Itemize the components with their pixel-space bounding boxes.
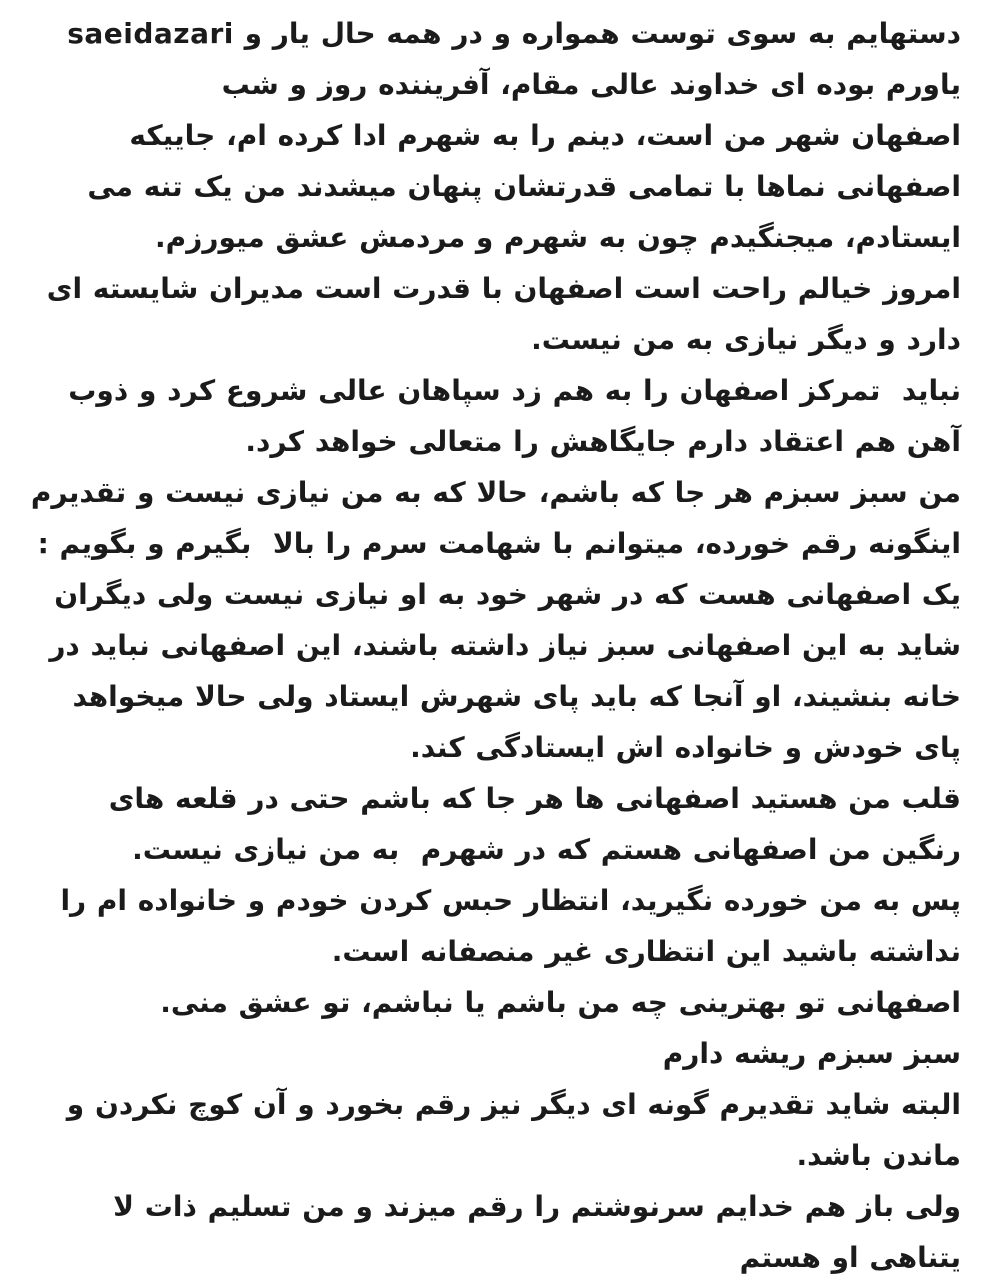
caption-paragraph: اصفهان شهر من است، دینم را به شهرم ادا کرده ام، جاییکه اصفهانی نماها با تمامی قدرتشان پنهان میشدند من یک تنه می ایستادم، میجنگیدم چون به شهرم و مردمش عشق میورزم. bbox=[76, 119, 961, 254]
caption-paragraph: قلب من هستید اصفهانی ها هر جا که باشم حتی در قلعه های رنگین من اصفهانی هستم که در شهرم به من نیازی نیست. bbox=[97, 782, 961, 866]
caption-paragraph: ولی باز هم خدایم سرنوشتم را رقم میزند و من تسلیم ذات لا یتناهی او هستم bbox=[102, 1190, 961, 1274]
caption-paragraph: نباید تمرکز اصفهان را به هم زد سپاهان عالی شروع کرد و ذوب آهن هم اعتقاد دارم جایگاهش را متعالی خواهد کرد. bbox=[57, 374, 961, 458]
caption-paragraph: اصفهانی تو بهترینی چه من باشم یا نباشم، تو عشق منی. bbox=[160, 986, 961, 1019]
username[interactable]: saeidazari bbox=[67, 17, 234, 50]
caption-paragraph: امروز خیالم راحت است اصفهان با قدرت است مدیران شایسته ای دارد و دیگر نیازی به من نیست. bbox=[36, 272, 961, 356]
caption-paragraph-lead bbox=[26, 8, 972, 110]
caption-paragraph: پس به من خورده نگیرید، انتظار حبس کردن خودم و خانواده ام را نداشته باشید این انتظاری غیر منصفانه است. bbox=[49, 884, 961, 968]
caption-paragraph: البته شاید تقدیرم گونه ای دیگر نیز رقم بخورد و آن کوچ نکردن و ماندن باشد. bbox=[56, 1088, 961, 1172]
caption-paragraph: من سبز سبزم هر جا که باشم، حالا که به من نیازی نیست و تقدیرم اینگونه رقم خورده، میتوانم با شهامت سرم را بالا بگیرم و بگویم : bbox=[20, 476, 961, 560]
caption-lead-text: دستهایم به سوی توست همواره و در همه حال یار و یاورم بوده ای خداوند عالی مقام، آفریننده روز و شب bbox=[221, 17, 972, 101]
caption-paragraph: سبز سبزم ریشه دارم bbox=[662, 1037, 961, 1070]
caption-paragraph: یک اصفهانی هست که در شهر خود به او نیازی نیست ولی دیگران شاید به این اصفهانی سبز نیاز داشته باشند، این اصفهانی نباید در خانه بنشیند، او آنجا که باید پای شهرش ایستاد ولی حالا میخواهد پای خودش و خانواده اش ایستادگی کند. bbox=[38, 578, 961, 764]
